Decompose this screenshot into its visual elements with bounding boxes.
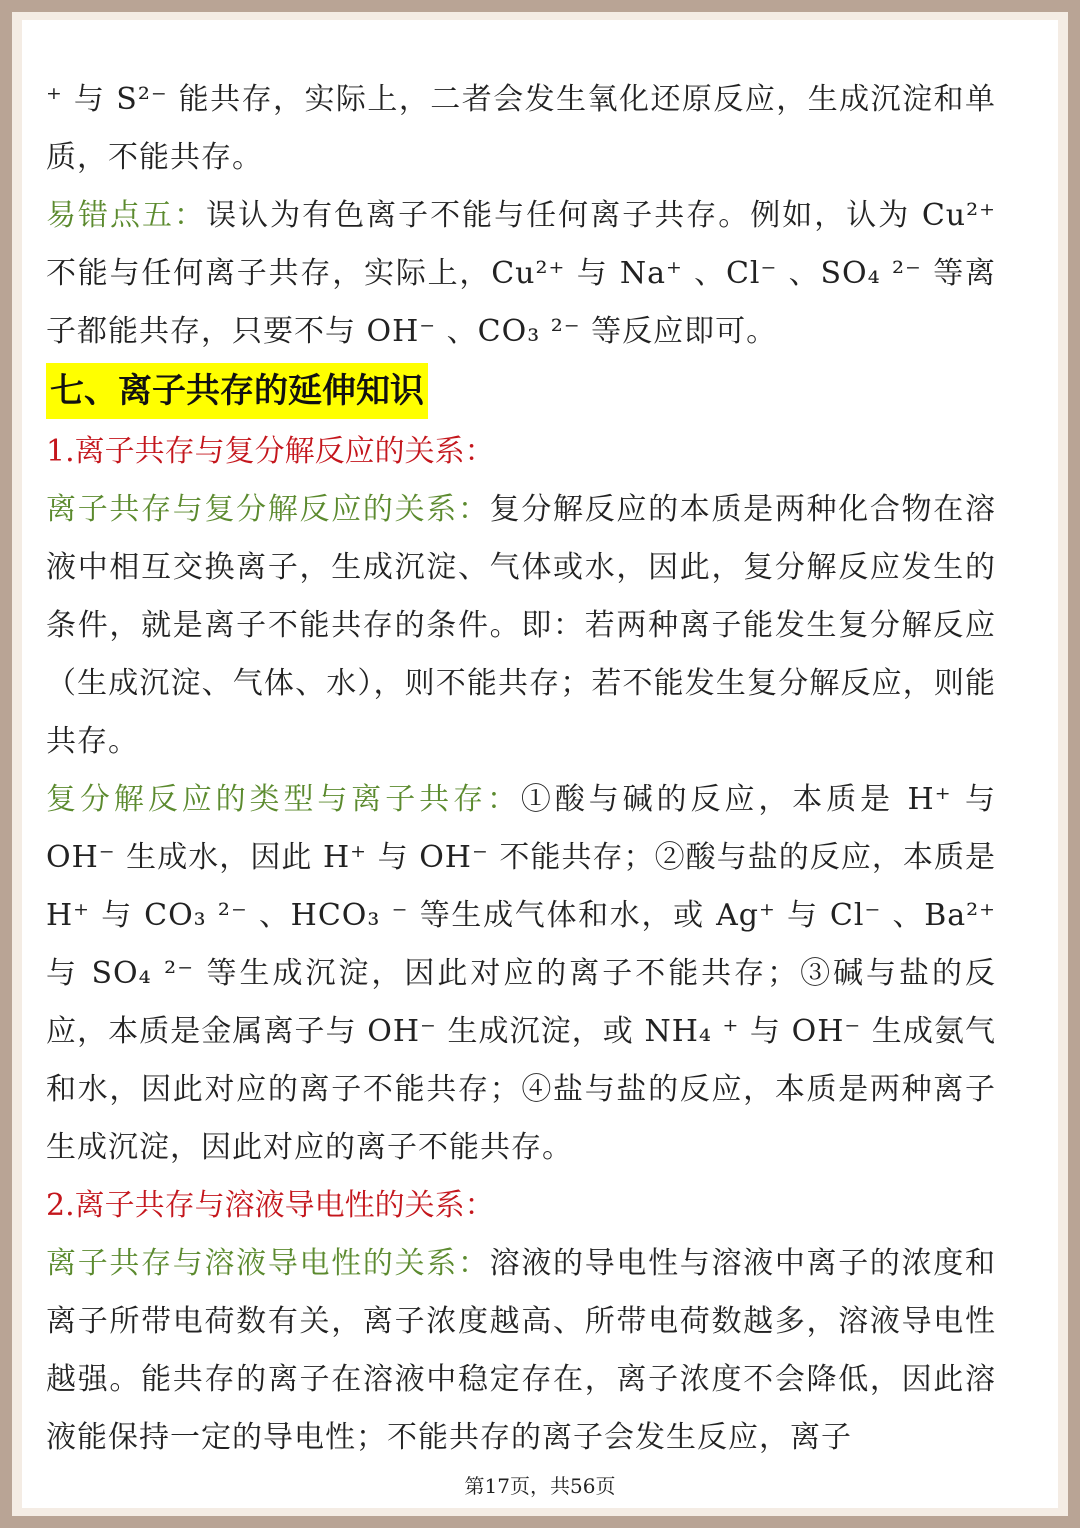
paragraph-text: 误认为有色离子不能与任何离子共存。例如，认为 Cu²⁺ 不能与任何离子共存，实际上，Cu²⁺ 与 Na⁺ 、Cl⁻ 、SO₄ ²⁻ 等离子都能共存，只要不与 OH⁻ 、CO₃ ²⁻ 等反应即可。	[46, 198, 996, 349]
paragraph-conductivity	[46, 1235, 996, 1467]
paragraph-continued	[46, 71, 996, 187]
paragraph-label: 离子共存与溶液导电性的关系：	[46, 1246, 490, 1281]
page-number: 第17页，共56页	[464, 1474, 616, 1498]
document-body	[46, 71, 996, 1467]
paragraph-double-decomposition	[46, 481, 996, 771]
paragraph-text: 溶液的导电性与溶液中离子的浓度和离子所带电荷数有关，离子浓度越高、所带电荷数越多，溶液导电性越强。能共存的离子在溶液中稳定存在，离子浓度不会降低，因此溶液能保持一定的导电性；不能共存的离子会发生反应，离子	[46, 1246, 997, 1455]
section-heading-wrapper	[46, 361, 996, 423]
section-title: 七、离子共存的延伸知识	[46, 363, 428, 419]
paragraph-reaction-types	[46, 771, 996, 1177]
paragraph-text: 复分解反应的本质是两种化合物在溶液中相互交换离子，生成沉淀、气体或水，因此，复分解反应发生的条件，就是离子不能共存的条件。即：若两种离子能发生复分解反应（生成沉淀、气体、水），则不能共存；若不能发生复分解反应，则能共存。	[46, 492, 997, 759]
subsection-title-2: 2.离子共存与溶液导电性的关系：	[46, 1188, 495, 1223]
paragraph-label: 离子共存与复分解反应的关系：	[46, 492, 490, 527]
subsection-title-1: 1.离子共存与复分解反应的关系：	[46, 434, 495, 469]
paragraph-text: ⁺ 与 S²⁻ 能共存，实际上，二者会发生氧化还原反应，生成沉淀和单质，不能共存。	[46, 82, 996, 175]
error-point-label: 易错点五：	[46, 198, 207, 233]
paragraph-label: 复分解反应的类型与离子共存：	[46, 782, 521, 817]
paragraph-text: ①酸与碱的反应，本质是 H⁺ 与 OH⁻ 生成水，因此 H⁺ 与 OH⁻ 不能共存；②酸与盐的反应，本质是 H⁺ 与 CO₃ ²⁻ 、HCO₃ ⁻ 等生成气体和水，或 Ag⁺ 与 Cl⁻ 、Ba²⁺ 与 SO₄ ²⁻ 等生成沉淀，因此对应的离子不能共存；③碱与盐的反应，本质是金属离子与 OH⁻ 生成沉淀，或 NH₄ ⁺ 与 OH⁻ 生成氨气和水，因此对应的离子不能共存；④盐与盐的反应，本质是两种离子生成沉淀，因此对应的离子不能共存。	[46, 782, 996, 1165]
paragraph-error-point-5	[46, 187, 996, 361]
